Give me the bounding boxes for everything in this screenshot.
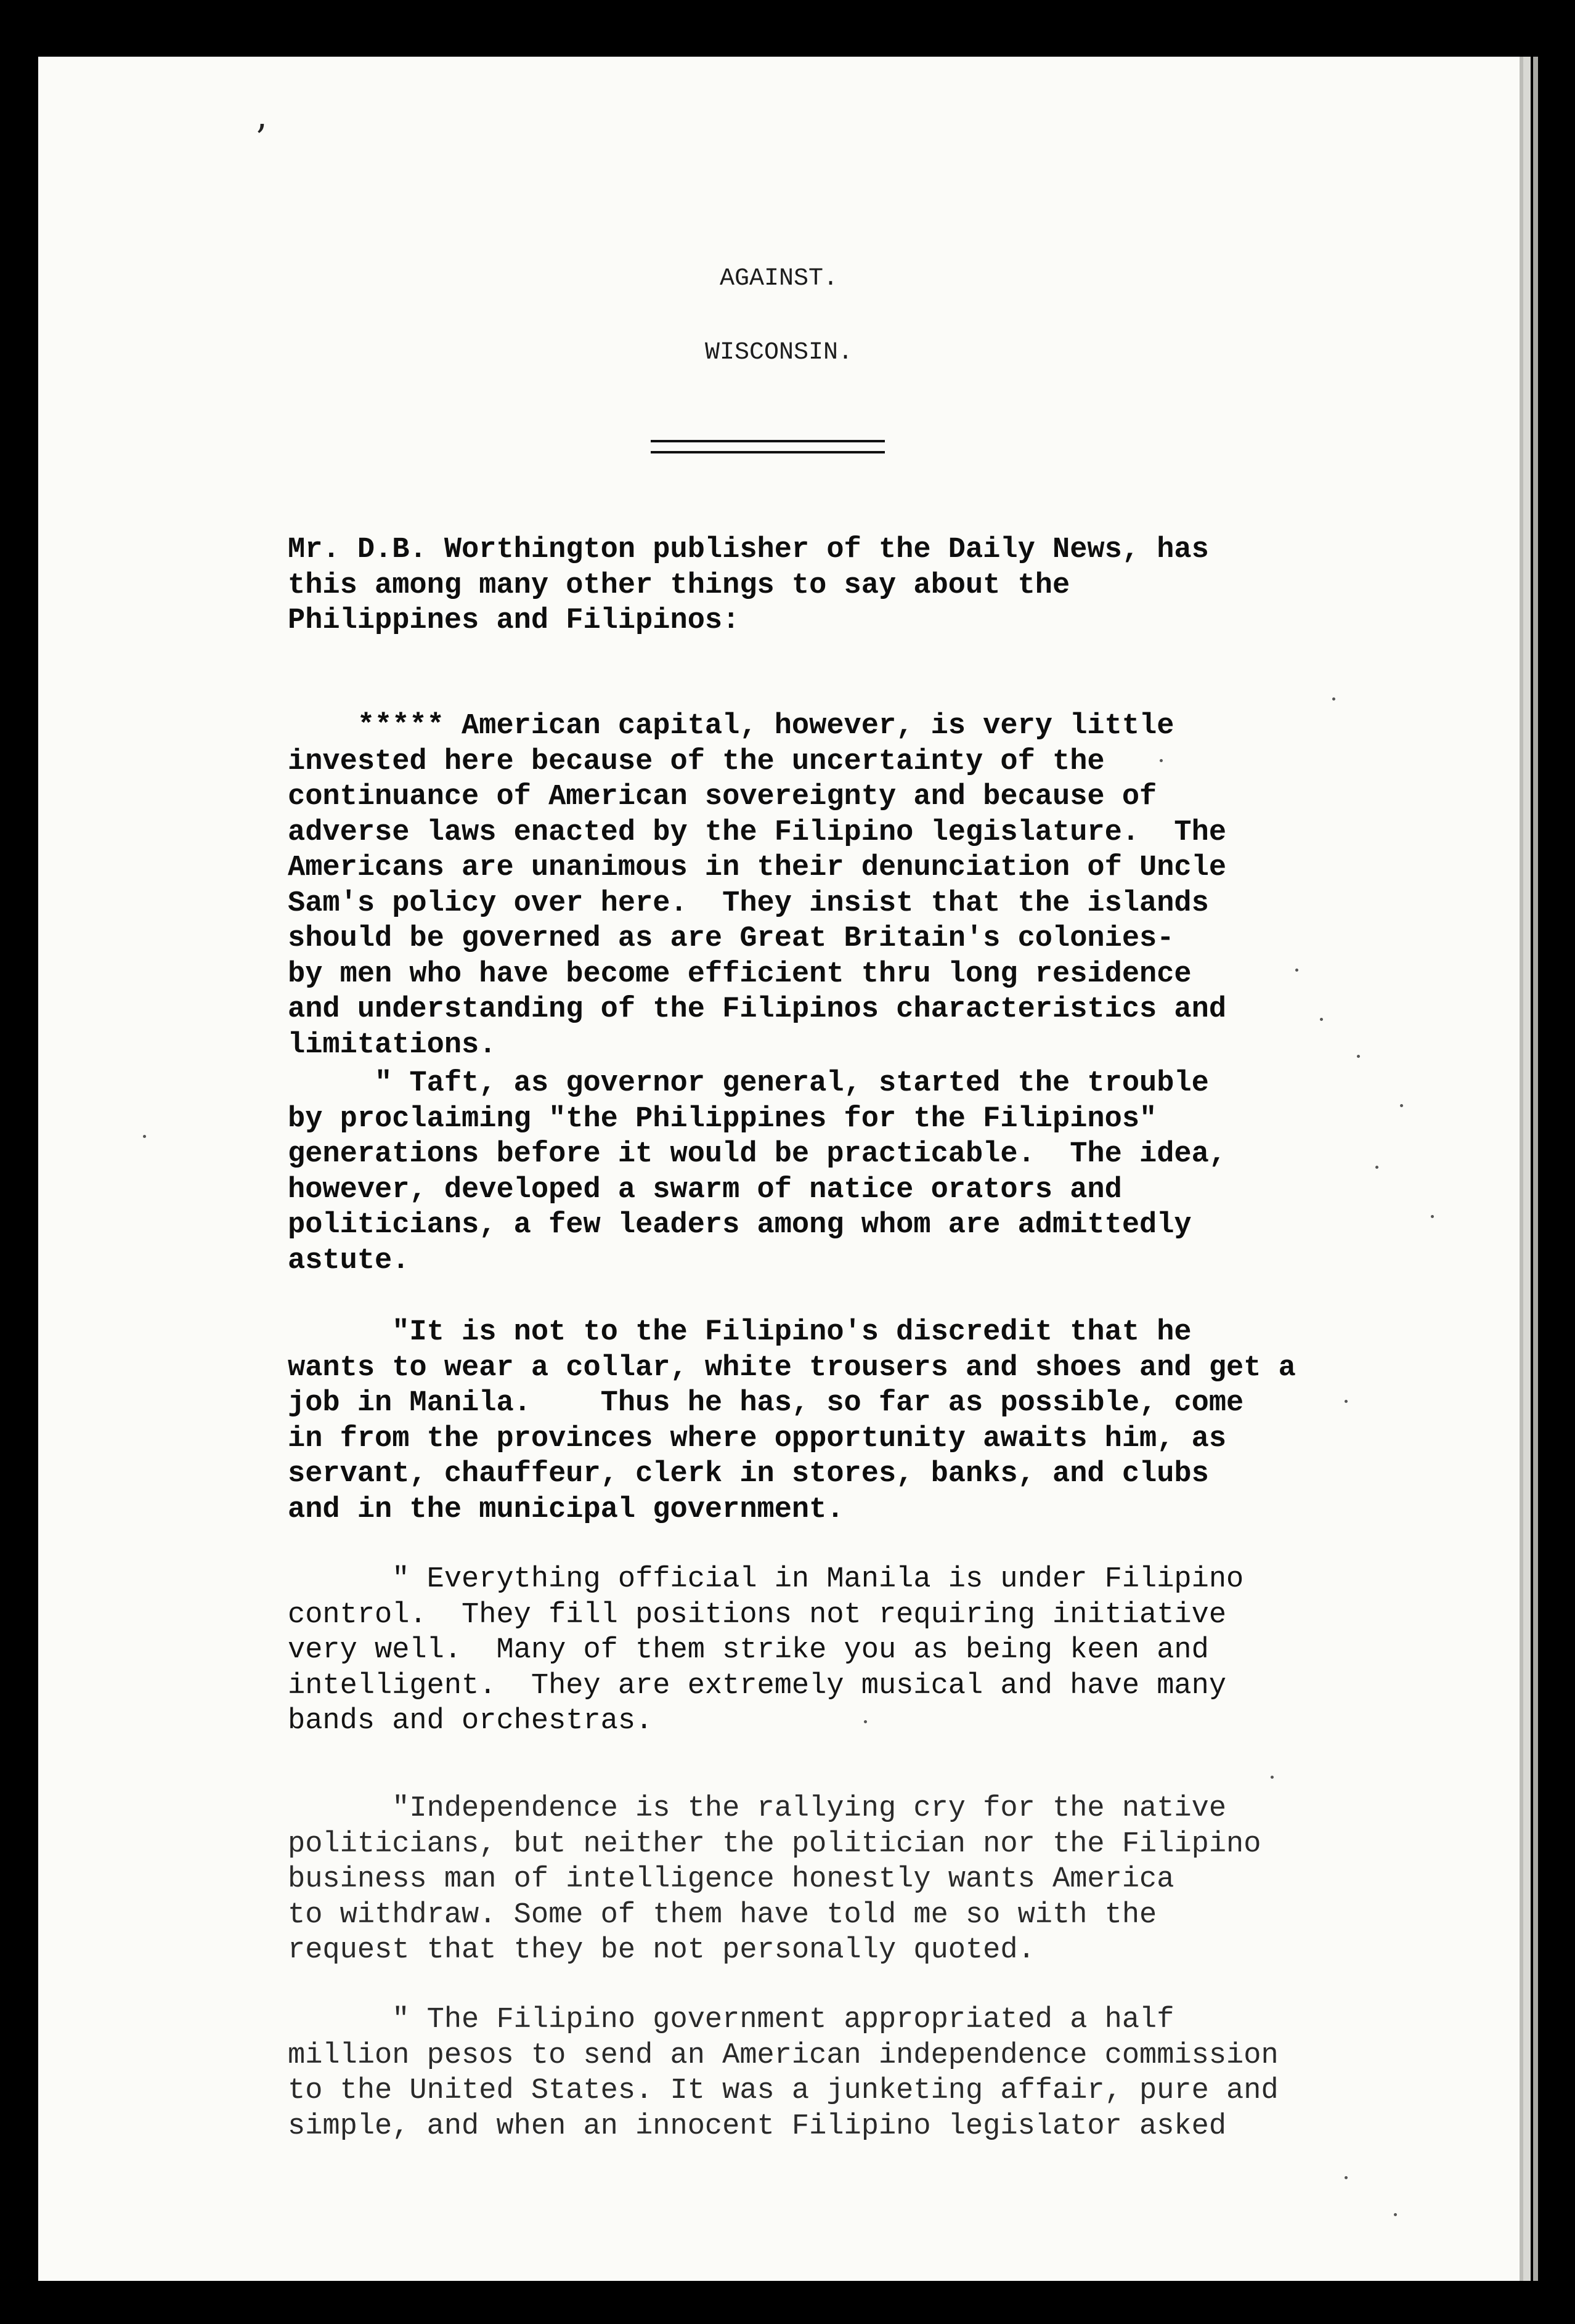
scan-speck [1160, 759, 1163, 762]
scan-speck [1357, 1055, 1360, 1058]
margin-mark: ’ [255, 117, 267, 160]
intro-paragraph: Mr. D.B. Worthington publisher of the Daily News, has this among many other things to say about the Philippines and Filipinos: [288, 534, 1209, 637]
scan-speck [1431, 1215, 1434, 1218]
double-rule-bottom [651, 451, 885, 453]
scan-speck [1345, 1400, 1348, 1403]
scan-speck [1375, 1166, 1378, 1169]
paragraph-american-capital: ***** American capital, however, is very little invested here because of the uncertainty of the continuance of American sovereignty and because of adverse laws enacted by the Filipino legislature. The Americans are unanimous in their denunciation of Uncle Sam's policy over here. They insist that the islands should be governed as are Great Britain's colonies- by men who have become efficient thru long residence and understanding of the Filipinos characteristics and limitations. [288, 710, 1227, 1062]
scan-speck [864, 1720, 867, 1723]
document-subheading: WISCONSIN. [704, 339, 853, 367]
paragraph-collar: "It is not to the Filipino's discredit that he wants to wear a collar, white trousers and shoes and get a job in Manila. Thus he has, so far as possible, come in from the provinces where opportunity awaits him, as servant, chauffeur, clerk in stores, banks, and clubs and in the municipal government. [288, 1316, 1296, 1526]
scan-speck [1332, 697, 1335, 701]
scan-speck [1271, 1776, 1274, 1779]
scan-speck [1345, 2176, 1348, 2179]
document-heading: AGAINST. [719, 265, 839, 293]
scan-speck [1400, 1104, 1403, 1107]
page-edge [1523, 57, 1531, 2281]
paper-page [38, 57, 1523, 2281]
scan-speck [1295, 969, 1298, 972]
scan-speck [1394, 2213, 1397, 2216]
paragraph-taft: " Taft, as governor general, started the trouble by proclaiming "the Philippines for the Filipinos" generations before it would be practicable. The idea, however, developed a swarm of natice orators and politicians, a few leaders among whom are admittedly astute. [288, 1067, 1227, 1277]
page-edge [1533, 57, 1538, 2281]
paragraph-official: " Everything official in Manila is under Filipino control. They fill positions not requiring initiative very well. Many of them strike you as being keen and intelligent. They are extremely musical and have many bands and orchestras. [288, 1563, 1244, 1737]
double-rule-top [651, 440, 885, 442]
paragraph-independence: "Independence is the rallying cry for the native politicians, but neither the politician nor the Filipino business man of intelligence honestly wants America to withdraw. Some of them have told me so with the request that they be not personally quoted. [288, 1792, 1261, 1967]
scan-speck [1320, 1018, 1323, 1021]
paragraph-commission: " The Filipino government appropriated a half million pesos to send an American independence commission to the United States. It was a junketing affair, pure and simple, and when an innocent Filipino legislator asked [288, 2004, 1279, 2143]
scan-speck [143, 1135, 146, 1138]
